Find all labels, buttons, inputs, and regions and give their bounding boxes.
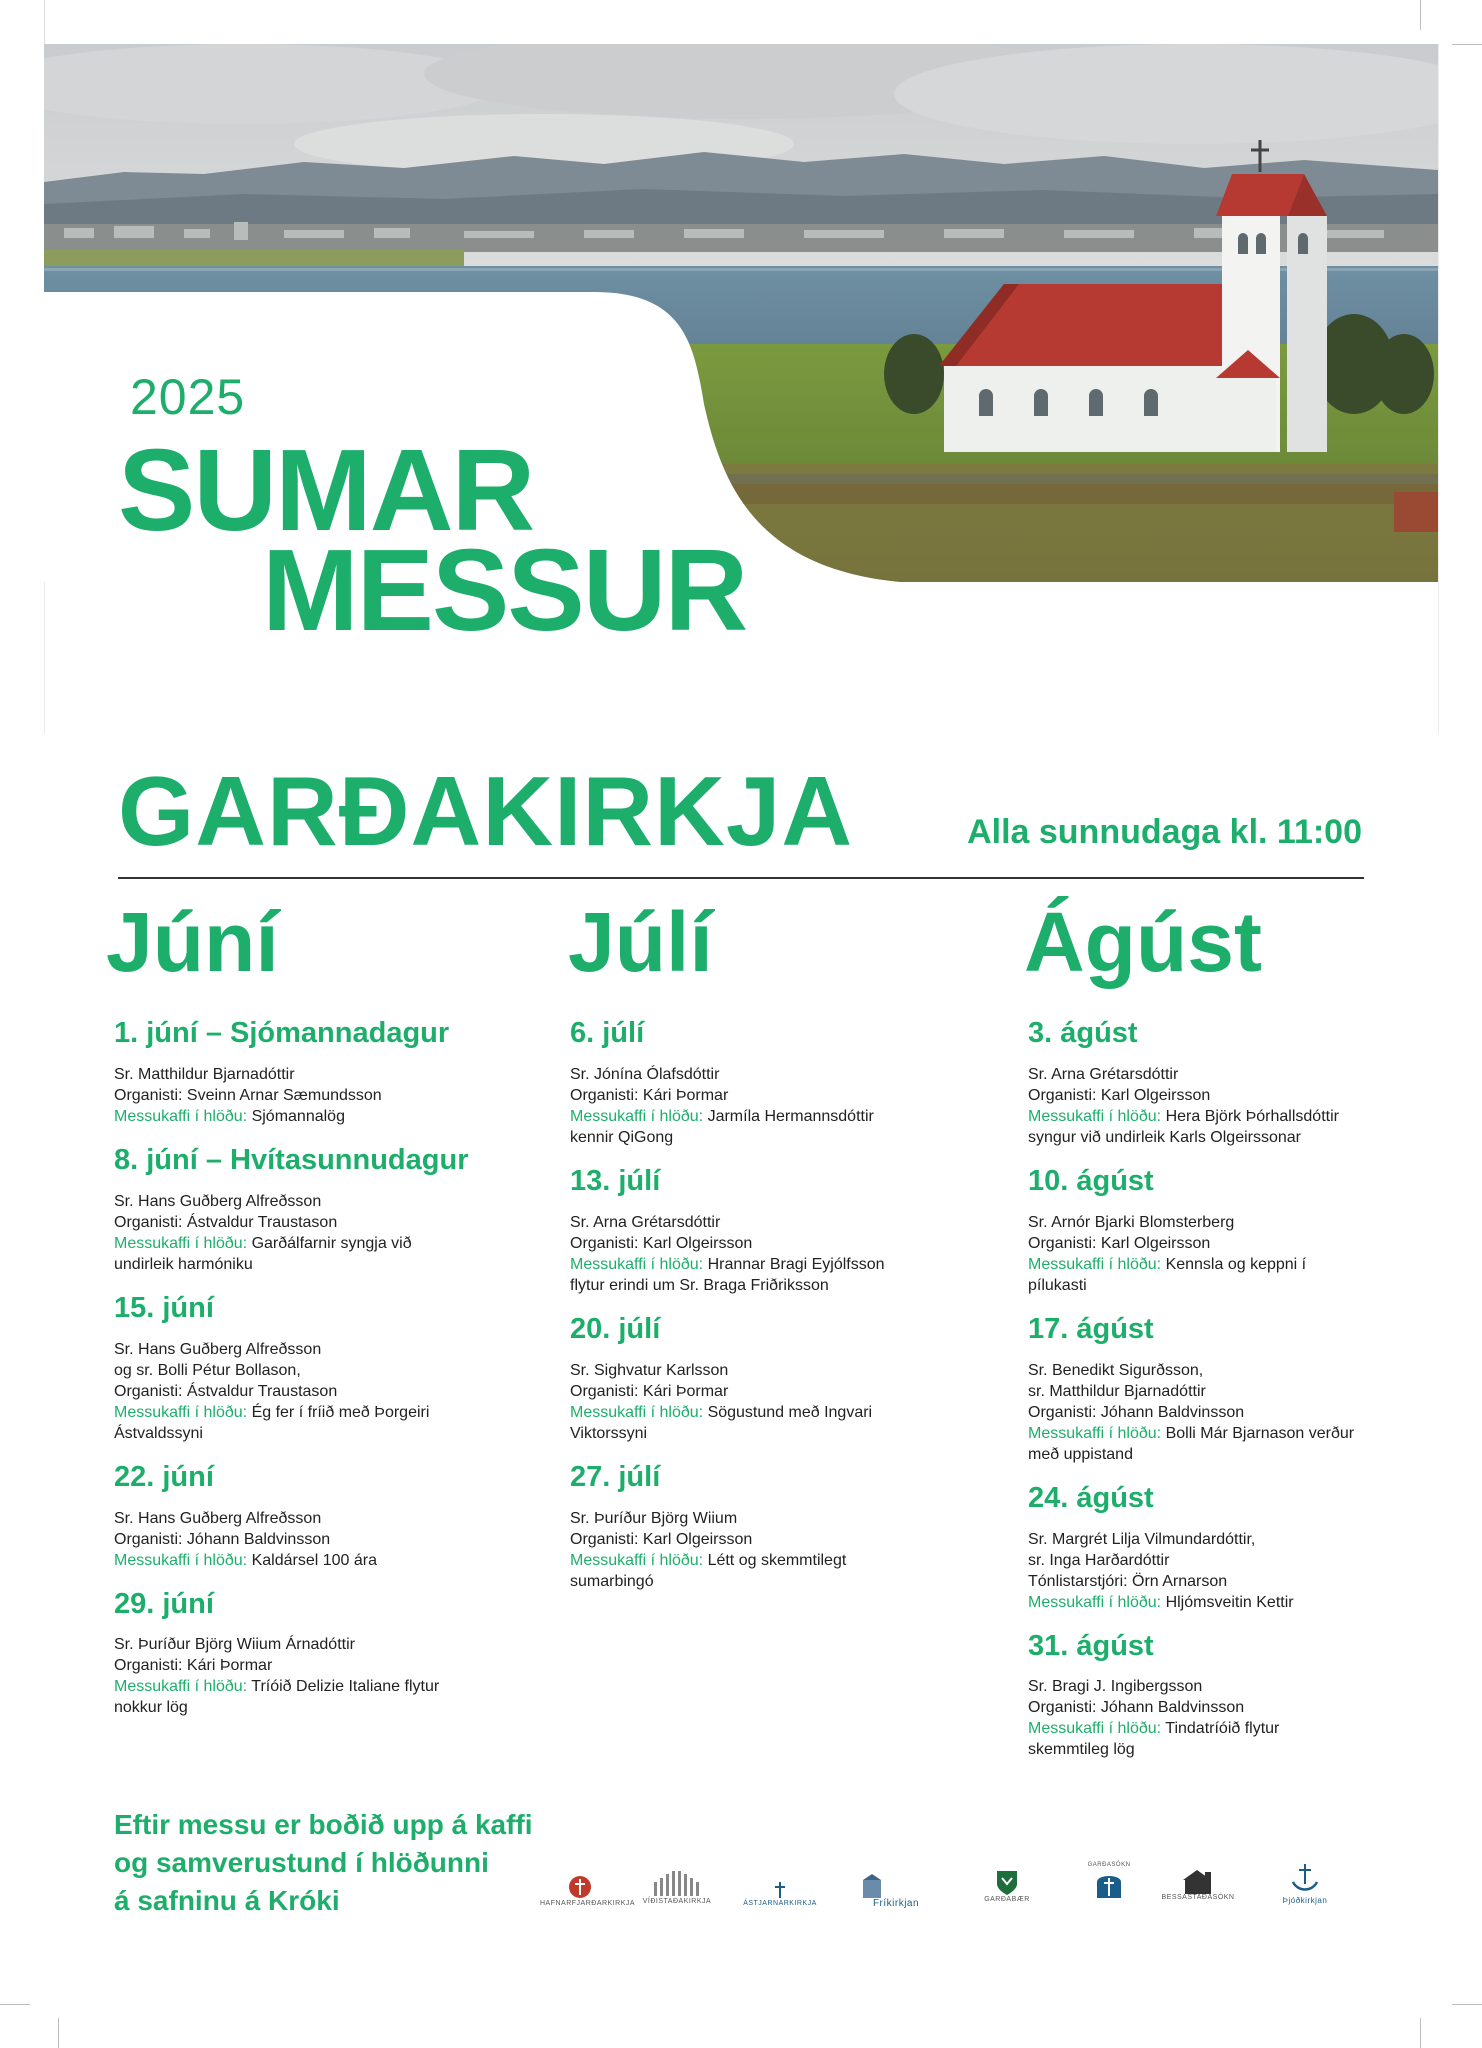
footer-note: [114, 1806, 533, 1920]
coffee-text: Jarmíla Hermannsdóttir kennir QiGong: [570, 1107, 874, 1146]
coffee-info: [570, 1106, 900, 1148]
coffee-label: Messukaffi í hlöðu:: [114, 1678, 248, 1696]
cross-boat-icon: [1290, 1862, 1320, 1896]
coffee-label: Messukaffi í hlöðu:: [114, 1551, 248, 1569]
coffee-text: Hera Björk Þórhallsdóttir syngur við undirleik Karls Olgeirssonar: [1028, 1107, 1339, 1146]
service-detail: Sr. Hans Guðberg Alfreðsson: [114, 1192, 322, 1210]
coffee-label: Messukaffi í hlöðu:: [114, 1403, 248, 1421]
coffee-text: Hljómsveitin Kettir: [1165, 1593, 1294, 1611]
title-line-sumar: SUMAR: [118, 425, 534, 555]
logo-vidistadakirkja: [642, 1868, 712, 1905]
service-detail: sr. Inga Harðardóttir: [1028, 1551, 1170, 1569]
logo-hafnarfjardarkirkja: [540, 1874, 636, 1907]
crop-mark: [1452, 44, 1482, 45]
crop-mark: [1452, 2004, 1482, 2005]
service-date: 1. júní – Sjómannadagur: [114, 1017, 450, 1049]
logo-text: BESSASTAÐASÓKN: [1161, 1894, 1235, 1901]
logo-gardabaer: [972, 1870, 1042, 1903]
church-building-icon: [861, 1874, 931, 1898]
coffee-info: [570, 1254, 900, 1296]
service-detail: Organisti: Jóhann Baldvinsson: [1028, 1403, 1245, 1421]
logo-astjarnarkirkja: [740, 1880, 820, 1907]
service-date: 15. júní: [114, 1291, 214, 1324]
title-line-messur: MESSUR: [262, 525, 747, 655]
coffee-label: Messukaffi í hlöðu:: [1028, 1424, 1162, 1442]
month-heading-august: Ágúst: [1024, 895, 1262, 989]
divider: [118, 877, 1364, 879]
coffee-info: [114, 1550, 444, 1571]
coffee-label: Messukaffi í hlöðu:: [570, 1255, 704, 1273]
crop-mark: [1438, 44, 1439, 734]
service-detail: Sr. Hans Guðberg Alfreðsson: [114, 1509, 322, 1527]
crop-mark: [1420, 0, 1421, 30]
service-detail: Organisti: Ástvaldur Traustason: [114, 1213, 338, 1231]
service-entry: [570, 1018, 970, 1148]
coffee-text: Garðálfarnir syngja við undirleik harmóniku: [114, 1234, 412, 1273]
service-detail: Sr. Margrét Lilja Vilmundardóttir,: [1028, 1530, 1256, 1548]
coffee-label: Messukaffi í hlöðu:: [114, 1234, 248, 1252]
church-small-icon: [770, 1880, 790, 1900]
service-entry: [114, 1293, 514, 1444]
footer-line: á safninu á Króki: [114, 1885, 340, 1916]
logo-text: ÁSTJARNARKIRKJA: [743, 1900, 817, 1907]
service-detail: Sr. Arna Grétarsdóttir: [1028, 1065, 1179, 1083]
service-detail: Organisti: Ástvaldur Traustason: [114, 1382, 338, 1400]
coffee-text: Kennsla og keppni í pílukasti: [1028, 1255, 1307, 1294]
logo-text: Fríkirkjan: [872, 1898, 920, 1909]
coffee-info: [1028, 1254, 1358, 1296]
service-detail: og sr. Bolli Pétur Bollason,: [114, 1361, 301, 1379]
coffee-label: Messukaffi í hlöðu:: [570, 1403, 704, 1421]
service-date: 3. ágúst: [1028, 1017, 1138, 1049]
service-entry: [570, 1314, 970, 1444]
july-column: [570, 1018, 970, 1610]
coffee-text: Ég fer í fríið með Þorgeiri Ástvaldssyni: [114, 1403, 430, 1442]
service-detail: Sr. Sighvatur Karlsson: [570, 1361, 729, 1379]
service-entry: [1028, 1631, 1428, 1761]
service-detail: Sr. Bragi J. Ingibergsson: [1028, 1678, 1203, 1696]
service-detail: Organisti: Karl Olgeirsson: [1028, 1234, 1211, 1252]
coffee-text: Bolli Már Bjarnason verður með uppistand: [1028, 1424, 1355, 1463]
coffee-text: Hrannar Bragi Eyjólfsson flytur erindi um Sr. Braga Friðriksson: [570, 1255, 885, 1294]
logo-text: VÍÐISTAÐAKIRKJA: [642, 1898, 712, 1905]
service-date: 22. júní: [114, 1460, 214, 1493]
coffee-info: [570, 1550, 900, 1592]
service-entry: [1028, 1018, 1428, 1148]
logo-text: GARÐABÆR: [984, 1896, 1030, 1903]
crop-mark: [0, 2004, 30, 2005]
service-detail: Sr. Matthildur Bjarnadóttir: [114, 1065, 295, 1083]
service-detail: Organisti: Sveinn Arnar Sæmundsson: [114, 1086, 382, 1104]
cross-arch-icon: [1095, 1868, 1123, 1900]
footer-line: Eftir messu er boðið upp á kaffi: [114, 1809, 533, 1840]
service-detail: Organisti: Jóhann Baldvinsson: [1028, 1699, 1245, 1717]
logo-frikirkjan: [856, 1874, 936, 1909]
coffee-label: Messukaffi í hlöðu:: [114, 1107, 248, 1125]
organ-pipes-icon: [652, 1868, 702, 1898]
coffee-label: Messukaffi í hlöðu:: [570, 1107, 704, 1125]
shield-icon: [996, 1870, 1018, 1896]
coffee-text: Sögustund með Ingvari Viktorssyni: [570, 1403, 873, 1442]
coffee-info: [114, 1402, 444, 1444]
service-date: 10. ágúst: [1028, 1164, 1154, 1197]
coffee-text: Létt og skemmtilegt sumarbingó: [570, 1551, 847, 1590]
june-column: [114, 1018, 514, 1736]
service-entry: [1028, 1166, 1428, 1296]
crop-mark: [1420, 2018, 1421, 2048]
service-detail: Organisti: Karl Olgeirsson: [1028, 1086, 1211, 1104]
service-schedule: Alla sunnudaga kl. 11:00: [967, 813, 1362, 851]
coffee-text: Kaldársel 100 ára: [251, 1551, 377, 1569]
service-entry: [1028, 1483, 1428, 1613]
coffee-info: [114, 1106, 444, 1127]
service-date: 17. ágúst: [1028, 1312, 1154, 1345]
logo-gardasokn: [1074, 1862, 1144, 1900]
logo-bessastadasokn: [1158, 1868, 1238, 1901]
coffee-info: [570, 1402, 900, 1444]
service-entry: [570, 1166, 970, 1296]
service-detail: Organisti: Karl Olgeirsson: [570, 1530, 753, 1548]
coffee-label: Messukaffi í hlöðu:: [1028, 1255, 1162, 1273]
service-date: 13. júlí: [570, 1164, 661, 1197]
service-date: 24. ágúst: [1028, 1481, 1154, 1514]
service-date: 27. júlí: [570, 1460, 661, 1493]
coffee-info: [114, 1233, 444, 1275]
month-heading-july: Júlí: [568, 895, 713, 989]
service-detail: Organisti: Jóhann Baldvinsson: [114, 1530, 331, 1548]
service-detail: Sr. Jónína Ólafsdóttir: [570, 1065, 720, 1083]
service-detail: Organisti: Karl Olgeirsson: [570, 1234, 753, 1252]
logo-text: GARÐASÓKN: [1087, 1862, 1131, 1868]
service-date: 6. júlí: [570, 1017, 645, 1049]
logo-thjodkirkjan: [1270, 1862, 1340, 1905]
partner-logos: [540, 1862, 1350, 1922]
logo-text: HAFNARFJARÐARKIRKJA: [540, 1900, 636, 1907]
service-entry: [114, 1018, 514, 1127]
august-column: [1028, 1018, 1428, 1778]
service-date: 29. júní: [114, 1587, 214, 1620]
coffee-label: Messukaffi í hlöðu:: [1028, 1593, 1162, 1611]
coffee-text: Sjómannalög: [251, 1107, 345, 1125]
coffee-text: Tindatríóið flytur skemmtileg lög: [1028, 1720, 1280, 1759]
coffee-info: [1028, 1592, 1358, 1613]
service-detail: Organisti: Kári Þormar: [114, 1657, 273, 1675]
coffee-label: Messukaffi í hlöðu:: [1028, 1107, 1162, 1125]
service-entry: [1028, 1314, 1428, 1465]
church-name: GARÐAKIRKJA: [118, 756, 854, 866]
service-detail: Sr. Arnór Bjarki Blomsterberg: [1028, 1213, 1235, 1231]
service-detail: sr. Matthildur Bjarnadóttir: [1028, 1382, 1206, 1400]
coffee-info: [114, 1676, 444, 1718]
coffee-info: [1028, 1718, 1358, 1760]
coffee-label: Messukaffi í hlöðu:: [570, 1551, 704, 1569]
service-detail: Tónlistarstjóri: Örn Arnarson: [1028, 1572, 1228, 1590]
service-entry: [114, 1145, 514, 1275]
footer-line: og samverustund í hlöðunni: [114, 1847, 489, 1878]
service-detail: Sr. Þuríður Björg Wiium: [570, 1509, 738, 1527]
coffee-info: [1028, 1423, 1358, 1465]
crop-mark: [44, 0, 45, 44]
service-detail: Sr. Benedikt Sigurðsson,: [1028, 1361, 1204, 1379]
coffee-text: Tríóið Delizie Italiane flytur nokkur lög: [114, 1678, 440, 1717]
coffee-label: Messukaffi í hlöðu:: [1028, 1720, 1162, 1738]
cross-circle-icon: [567, 1874, 593, 1900]
service-entry: [570, 1462, 970, 1592]
service-entry: [114, 1462, 514, 1571]
service-entry: [114, 1589, 514, 1719]
logo-text: Þjóðkirkjan: [1282, 1896, 1328, 1905]
service-date: 31. ágúst: [1028, 1629, 1154, 1662]
service-detail: Organisti: Kári Þormar: [570, 1382, 729, 1400]
service-detail: Sr. Hans Guðberg Alfreðsson: [114, 1340, 322, 1358]
service-detail: Sr. Þuríður Björg Wiium Árnadóttir: [114, 1636, 355, 1654]
service-date: 8. júní – Hvítasunnudagur: [114, 1143, 469, 1176]
service-detail: Sr. Arna Grétarsdóttir: [570, 1213, 721, 1231]
crop-mark: [58, 2018, 59, 2048]
year-label: 2025: [130, 369, 246, 425]
church-house-icon: [1181, 1868, 1215, 1894]
coffee-info: [1028, 1106, 1358, 1148]
service-date: 20. júlí: [570, 1312, 661, 1345]
month-heading-june: Júní: [106, 895, 279, 989]
service-detail: Organisti: Kári Þormar: [570, 1086, 729, 1104]
